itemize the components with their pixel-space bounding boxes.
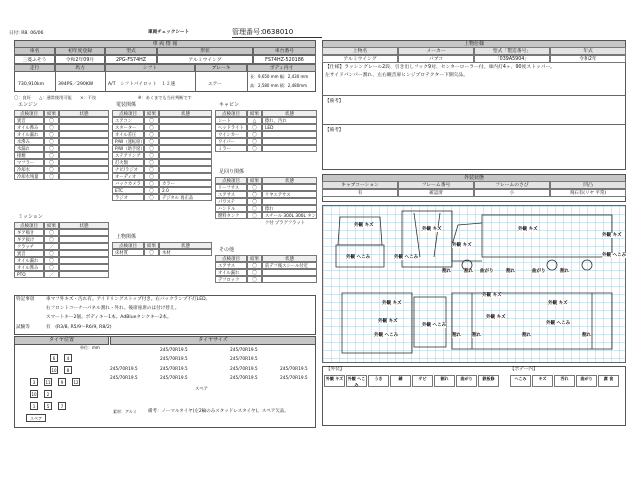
damage-mark: 外観 へこみ (374, 333, 399, 338)
damage-mark: 外観 キズ (482, 293, 502, 298)
check-item: オイル滲み (14, 124, 44, 131)
body-dims-2: 高：2,580 mm 積：2,480mm (250, 83, 308, 88)
check-result: ／ (44, 243, 59, 250)
tire-position-5: 11 (45, 380, 51, 385)
check-item: ラジオ (112, 194, 144, 201)
tire-position-0: 6 (50, 354, 58, 362)
damage-mark: 割れ (442, 269, 451, 274)
check-result: 〇 (247, 269, 262, 276)
tire-position-3: 8 (64, 366, 72, 374)
damage-mark: 曲がり (532, 269, 546, 274)
check-result: 〇 (144, 180, 159, 187)
exterior-val-2: 小 (474, 189, 550, 197)
vehicle-head2-4: ボディ内寸 (247, 64, 316, 72)
vehicle-info-header: 車 両 情 報 (14, 40, 316, 49)
upper-col-2: 型式「製造番号」 (474, 47, 550, 55)
section-title: 上物関係 (116, 234, 137, 240)
exterior-val-0: 有 (322, 189, 398, 197)
check-note (262, 276, 317, 283)
damage-mark: 外観 キズ (452, 243, 472, 248)
upper-spec-line-1: 【仕様】ラッシングレール2段、引き出しフック9対、センターローラー付。庫内灯4ヶ、90度ストッパー。 (325, 65, 555, 70)
check-result: 〇 (44, 145, 59, 152)
check-note (262, 145, 317, 152)
col-header-0: 点検項目 (215, 110, 247, 117)
upper-val-1: パブコ (398, 55, 474, 63)
damage-legend-item: ヘこみ (510, 375, 531, 387)
check-note: 擦れ、汚れ (262, 117, 317, 124)
check-note (262, 138, 317, 145)
check-result: 〇 (247, 198, 262, 205)
check-result: 〇 (44, 250, 59, 257)
left-remarks-line-1: 車マフ外キズ・汚れ有。アイドリングストップ付き。右バックランプ不灯LED。 (46, 297, 211, 302)
damage-mark: 外観 キズ (382, 301, 402, 306)
check-note: 木材 (159, 249, 212, 256)
check-item: パワステ (215, 198, 247, 205)
check-item: P/W（助手席） (112, 145, 144, 152)
col-header-0: 点検項目 (215, 177, 247, 184)
damage-legend-item: 腐 食 (598, 375, 619, 387)
tire-size-9: 245/70R19.5 (160, 376, 188, 381)
exterior-col-2: フレームのさび (474, 181, 550, 189)
section-title: エンジン (18, 102, 38, 108)
upper-spec-line-2: 左サイドバンパー割れ、左右観音扉ヒンジプロテクター下側欠品。 (325, 73, 469, 78)
check-item: 異音 (14, 117, 44, 124)
damage-legend-item: 外観 へこみ (347, 376, 366, 387)
check-note: デジタル 再正品 (159, 194, 212, 201)
check-item: ミラー (215, 145, 247, 152)
check-note (59, 124, 109, 131)
vehicle-val-2: 2PG-FS74HZ (105, 55, 157, 64)
check-note (59, 257, 109, 264)
check-item: オイル滲み (14, 264, 44, 271)
check-item: オイル差圧 (112, 131, 144, 138)
check-item: エアコン (112, 117, 144, 124)
col-header-2: 状態 (159, 110, 212, 117)
check-item: シート (215, 117, 247, 124)
damage-legend-item: キズ (532, 375, 553, 387)
check-result: 〇 (44, 236, 59, 243)
vehicle-head2-3: ブレーキ (195, 64, 247, 72)
tire-material: 素材：アルミ (113, 409, 137, 414)
damage-legend-item: 曲がり (456, 375, 477, 387)
damage-legend-item: うき (368, 375, 389, 387)
col-header-2: 状態 (59, 110, 109, 117)
damage-mark: 割れ (472, 333, 481, 338)
check-note (159, 173, 212, 180)
check-result: 〇 (44, 131, 59, 138)
check-item: マフラー (14, 159, 44, 166)
damage-mark: 外観 へこみ (422, 323, 447, 328)
col-header-1: 結果 (247, 255, 262, 262)
tire-size-header: タイヤサイズ (110, 336, 316, 345)
check-result: 〇 (144, 194, 159, 201)
vehicle-val-3: アルミウイング (157, 55, 253, 64)
tire-size-3: 245/70R19.5 (230, 357, 258, 362)
check-note (59, 173, 109, 180)
check-item: 灯火類 (112, 159, 144, 166)
check-note: LED (262, 124, 317, 131)
check-note (59, 250, 109, 257)
tire-position-spare: スペア (26, 414, 46, 422)
col-header-1: 結果 (44, 110, 59, 117)
exterior-header: 外装状態 (322, 174, 626, 183)
check-result: 〇 (144, 152, 159, 159)
vehicle-head-3: 形状 (157, 47, 253, 55)
check-result: 〇 (44, 152, 59, 159)
tire-size-7: 245/70R19.5 (280, 367, 308, 372)
check-result: 〇 (247, 191, 262, 198)
col-header-1: 結果 (144, 110, 159, 117)
damage-legend-item: 外観 キズ (324, 375, 345, 387)
upper-col-0: 上物名 (322, 47, 398, 55)
check-result: 〇 (247, 184, 262, 191)
check-item: ハンドル (215, 205, 247, 212)
check-note (59, 131, 109, 138)
damage-mark: 外観 へこみ (346, 255, 371, 260)
check-item: 水漏れ (14, 145, 44, 152)
tire-position-4: 3 (30, 378, 38, 386)
sheet-title: 車両チェックシート (148, 30, 190, 35)
check-note: 擦れ (262, 205, 317, 212)
check-item: ETC (112, 187, 144, 194)
check-result: 〇 (44, 173, 59, 180)
check-note (59, 236, 109, 243)
check-result: ／ (44, 271, 59, 278)
damage-mark: 外観 キズ (378, 319, 398, 324)
check-result: 〇 (44, 229, 59, 236)
damage-mark: 外観 キズ (422, 227, 442, 232)
check-item: ヘッドライト (215, 124, 247, 131)
damage-mark: 割れ (464, 269, 473, 274)
check-note (159, 131, 212, 138)
vehicle-head-0: 車名 (14, 47, 55, 55)
check-item: 床材質 (112, 249, 144, 256)
check-note (59, 264, 109, 271)
vehicle-val-0: 三菱ふそう (14, 55, 55, 64)
tire-size-5: 245/70R19.5 (160, 367, 188, 372)
col-header-1: 結果 (247, 110, 262, 117)
check-item: デフロック (215, 276, 247, 283)
check-note (159, 145, 212, 152)
exterior-col-0: キャブコーション (322, 181, 398, 189)
damage-mark: 外観 キズ (518, 227, 538, 232)
check-result: 〇 (247, 276, 262, 283)
check-result: 〇 (44, 159, 59, 166)
upper-val-3: 令和2年 (550, 55, 626, 63)
check-note (159, 152, 212, 159)
check-note (59, 229, 109, 236)
damage-mark: 外観 へこみ (602, 253, 627, 258)
col-header-2: 状態 (262, 255, 317, 262)
upper-val-2: 「039A5904」 (474, 55, 550, 63)
vehicle-head-4: 車台番号 (253, 47, 316, 55)
col-header-0: 点検項目 (14, 110, 44, 117)
check-item: リーフサス (215, 184, 247, 191)
check-note (262, 198, 317, 205)
upper-remark-2: 【備考】 (325, 128, 344, 133)
check-result: 〇 (44, 166, 59, 173)
check-result: 〇 (247, 131, 262, 138)
check-result: 〇 (247, 138, 262, 145)
check-item: 排煙 (14, 152, 44, 159)
check-result: 〇 (247, 212, 262, 219)
mileage: 730,910km (18, 82, 45, 87)
damage-legend-item: サビ (412, 375, 433, 387)
exterior-val-1: 確認済 (398, 189, 474, 197)
section-title: その他 (219, 247, 235, 253)
check-note (159, 166, 212, 173)
section-title: キャビン (219, 102, 240, 108)
check-note (262, 131, 317, 138)
check-result: 〇 (144, 159, 159, 166)
check-result: 〇 (144, 138, 159, 145)
damage-mark: 割れ (560, 269, 569, 274)
left-remarks-line-3: スマートキー2個。ボディキー1本。AdBlueタンクキー2本。 (46, 315, 172, 320)
check-item: オイル漏れ (215, 269, 247, 276)
section-title: 足回り関係 (219, 169, 245, 175)
damage-mark: 外観 キズ (354, 223, 374, 228)
tire-position-8: 10 (31, 392, 37, 397)
check-note: リヤエアサス (262, 191, 317, 198)
check-item: ナビ/ラジオ (112, 166, 144, 173)
check-note (159, 117, 212, 124)
damage-legend-item: 割れ (434, 375, 455, 387)
vehicle-val-4: FS74HZ-520186 (253, 55, 316, 64)
tire-size-spare: スペア (195, 387, 208, 392)
tire-size-2: 245/70R19.5 (160, 357, 188, 362)
check-note (159, 124, 212, 131)
tire-size-6: 245/70R19.5 (230, 367, 258, 372)
exterior-val-3: 飛石有(リヤ 平常) (550, 189, 626, 197)
check-note (159, 138, 212, 145)
inspection-value: 有 (R3/8, R5/9〜R6/9, R8/2) (46, 325, 112, 330)
vehicle-val-1: 令和2年09月 (55, 55, 105, 64)
vehicle-head2-2: シフト (105, 64, 195, 72)
damage-mark: 外観 キズ (548, 301, 568, 306)
print-date: 日付: R8. 06/06 (9, 31, 44, 36)
damage-mark: 曲がり (480, 269, 494, 274)
check-note: カラー (159, 180, 212, 187)
check-result: 〇 (144, 249, 159, 256)
check-item: 異音 (14, 250, 44, 257)
tire-size-4: 245/70R19.5 (110, 367, 138, 372)
tire-size-11: 245/70R19.5 (280, 376, 308, 381)
vehicle-head-1: 初年度登録 (55, 47, 105, 55)
upper-col-3: 年式 (550, 47, 626, 55)
damage-mark: 割れ (506, 269, 515, 274)
check-note: スチール 300L 300L タンク付 プラグフラット (262, 212, 317, 219)
check-result: 〇 (44, 257, 59, 264)
legend-body-title: 【ボデー内】 (510, 367, 538, 372)
check-item: オーディオ (112, 173, 144, 180)
col-header-1: 結果 (144, 242, 159, 249)
check-item: バックカメラ (112, 180, 144, 187)
check-result: 〇 (247, 262, 262, 269)
check-note (59, 159, 109, 166)
tire-position-2: 10 (51, 368, 57, 373)
check-result: 〇 (247, 205, 262, 212)
mgmt-number: 0638010 (262, 28, 294, 36)
damage-mark: 割れ (452, 333, 461, 338)
check-note: 2.0 (159, 187, 212, 194)
check-note (59, 117, 109, 124)
damage-mark: 割れ (582, 333, 591, 338)
check-item: エアサス (215, 262, 247, 269)
damage-mark: 外観 へこみ (546, 321, 571, 326)
check-item: ワイパー (215, 138, 247, 145)
tire-size-1: 245/70R19.5 (230, 348, 258, 353)
tire-unit: 単位：mm (80, 345, 100, 350)
tire-size-0: 245/70R19.5 (160, 348, 188, 353)
damage-legend-item: 曲がり (576, 375, 597, 387)
check-item: ウインカー (215, 131, 247, 138)
check-item: P/W（運転席） (112, 138, 144, 145)
check-note (262, 269, 317, 276)
check-item: 冷却水 (14, 166, 44, 173)
upper-col-1: メーカー (398, 47, 474, 55)
col-header-0: 点検項目 (112, 110, 144, 117)
check-note (59, 166, 109, 173)
result-legend: 〇：良好 △：通常使用可能 ×：不良 ※：あくまでも当社判断です (14, 95, 192, 100)
check-result: 〇 (144, 166, 159, 173)
tire-position-9: 2 (44, 390, 52, 398)
tire-position-12: 7 (58, 402, 66, 410)
check-item: ギア抜け (14, 236, 44, 243)
check-result: 〇 (144, 145, 159, 152)
vehicle-head2-1: 馬力 (55, 64, 105, 72)
damage-mark: 外観 へこみ (394, 255, 419, 260)
tire-size-10: 245/70R19.5 (230, 376, 258, 381)
tire-position-10: 1 (30, 402, 38, 410)
mgmt-label: 管理番号： (232, 28, 267, 36)
check-result: 〇 (44, 117, 59, 124)
check-result: △ (247, 117, 262, 124)
tire-position-6: 9 (58, 378, 66, 386)
tire-position-1: 4 (64, 354, 72, 362)
left-remarks-line-2: 右フロントコーナーパネル割れ・外れ。後席座席のは付け替え。 (46, 306, 180, 311)
check-result: 〇 (247, 145, 262, 152)
col-header-1: 結果 (44, 222, 59, 229)
col-header-0: 点検項目 (215, 255, 247, 262)
check-item: オイル漏れ (14, 131, 44, 138)
col-header-2: 状態 (159, 242, 212, 249)
col-header-0: 点検項目 (112, 242, 144, 249)
check-note (262, 184, 317, 191)
upper-val-0: アルミウイング (322, 55, 398, 63)
check-item: スターター (112, 124, 144, 131)
check-note (59, 152, 109, 159)
check-item: ステアリング (112, 152, 144, 159)
check-item: エアサス (215, 191, 247, 198)
check-result: 〇 (247, 124, 262, 131)
check-item: オイル漏れ (14, 257, 44, 264)
exterior-col-3: 凹凸 (550, 181, 626, 189)
damage-legend-item: 汚れ (554, 375, 575, 387)
check-item: 冷却水残量 (14, 173, 44, 180)
legend-exterior-title: 【外装】 (326, 367, 345, 372)
section-title: ミッション (18, 214, 43, 220)
upper-remark-1: 【備考】 (325, 99, 344, 104)
check-result: 〇 (144, 173, 159, 180)
brake: エアー (208, 82, 222, 87)
col-header-2: 状態 (59, 222, 109, 229)
col-header-2: 状態 (262, 177, 317, 184)
check-note (59, 138, 109, 145)
check-note (59, 243, 109, 250)
horsepower: 394PS／290KW (58, 82, 94, 87)
tire-position-7: 12 (73, 380, 79, 385)
col-header-1: 結果 (247, 177, 262, 184)
tire-size-8: 245/70R19.5 (110, 376, 138, 381)
check-result: 〇 (44, 264, 59, 271)
body-dims-1: 長：9,650 mm 幅：2,430 mm (250, 74, 309, 79)
check-item: PTO (14, 271, 44, 278)
section-title: 電装関係 (116, 102, 137, 108)
check-item: ギア鳴き (14, 229, 44, 236)
check-result: 〇 (144, 131, 159, 138)
check-result: 〇 (44, 138, 59, 145)
check-item: 燃料タンク (215, 212, 247, 219)
damage-mark: 割れ (522, 333, 531, 338)
check-note (59, 145, 109, 152)
upper-spec-header: 上物仕様 (322, 40, 626, 49)
check-result: 〇 (144, 124, 159, 131)
col-header-2: 状態 (262, 110, 317, 117)
check-result: 〇 (144, 117, 159, 124)
inspection-label: 試験等 (16, 325, 30, 330)
damage-mark: 外観 キズ (602, 233, 622, 238)
tire-position-11: 5 (44, 402, 52, 410)
vehicle-head-2: 型式 (105, 47, 157, 55)
vehicle-head2-0: 走行 (14, 64, 55, 72)
col-header-0: 点検項目 (14, 222, 44, 229)
shift: A/T シフトパイロット １２速 (108, 82, 176, 87)
tire-position-header: タイヤ位置 (14, 336, 109, 345)
exterior-col-1: フレーム番号 (398, 181, 474, 189)
check-note (159, 159, 212, 166)
left-remarks-label: 特記事項 (16, 297, 35, 302)
tire-remark: 備考：ノーマルタイヤ(左2輪のみスタッドレスタイヤ)。スペア欠品。 (148, 409, 289, 414)
check-item: 水滲み (14, 138, 44, 145)
check-item: クラッチ (14, 243, 44, 250)
check-result: 〇 (144, 187, 159, 194)
check-result: 〇 (44, 124, 59, 131)
damage-legend-item: 鉄板修 (478, 375, 499, 387)
check-note: 前デフ後スシール付近 (262, 262, 317, 269)
check-note (59, 271, 109, 278)
damage-mark: 外観 キズ (486, 315, 506, 320)
damage-legend-item: 錆 (390, 375, 411, 387)
